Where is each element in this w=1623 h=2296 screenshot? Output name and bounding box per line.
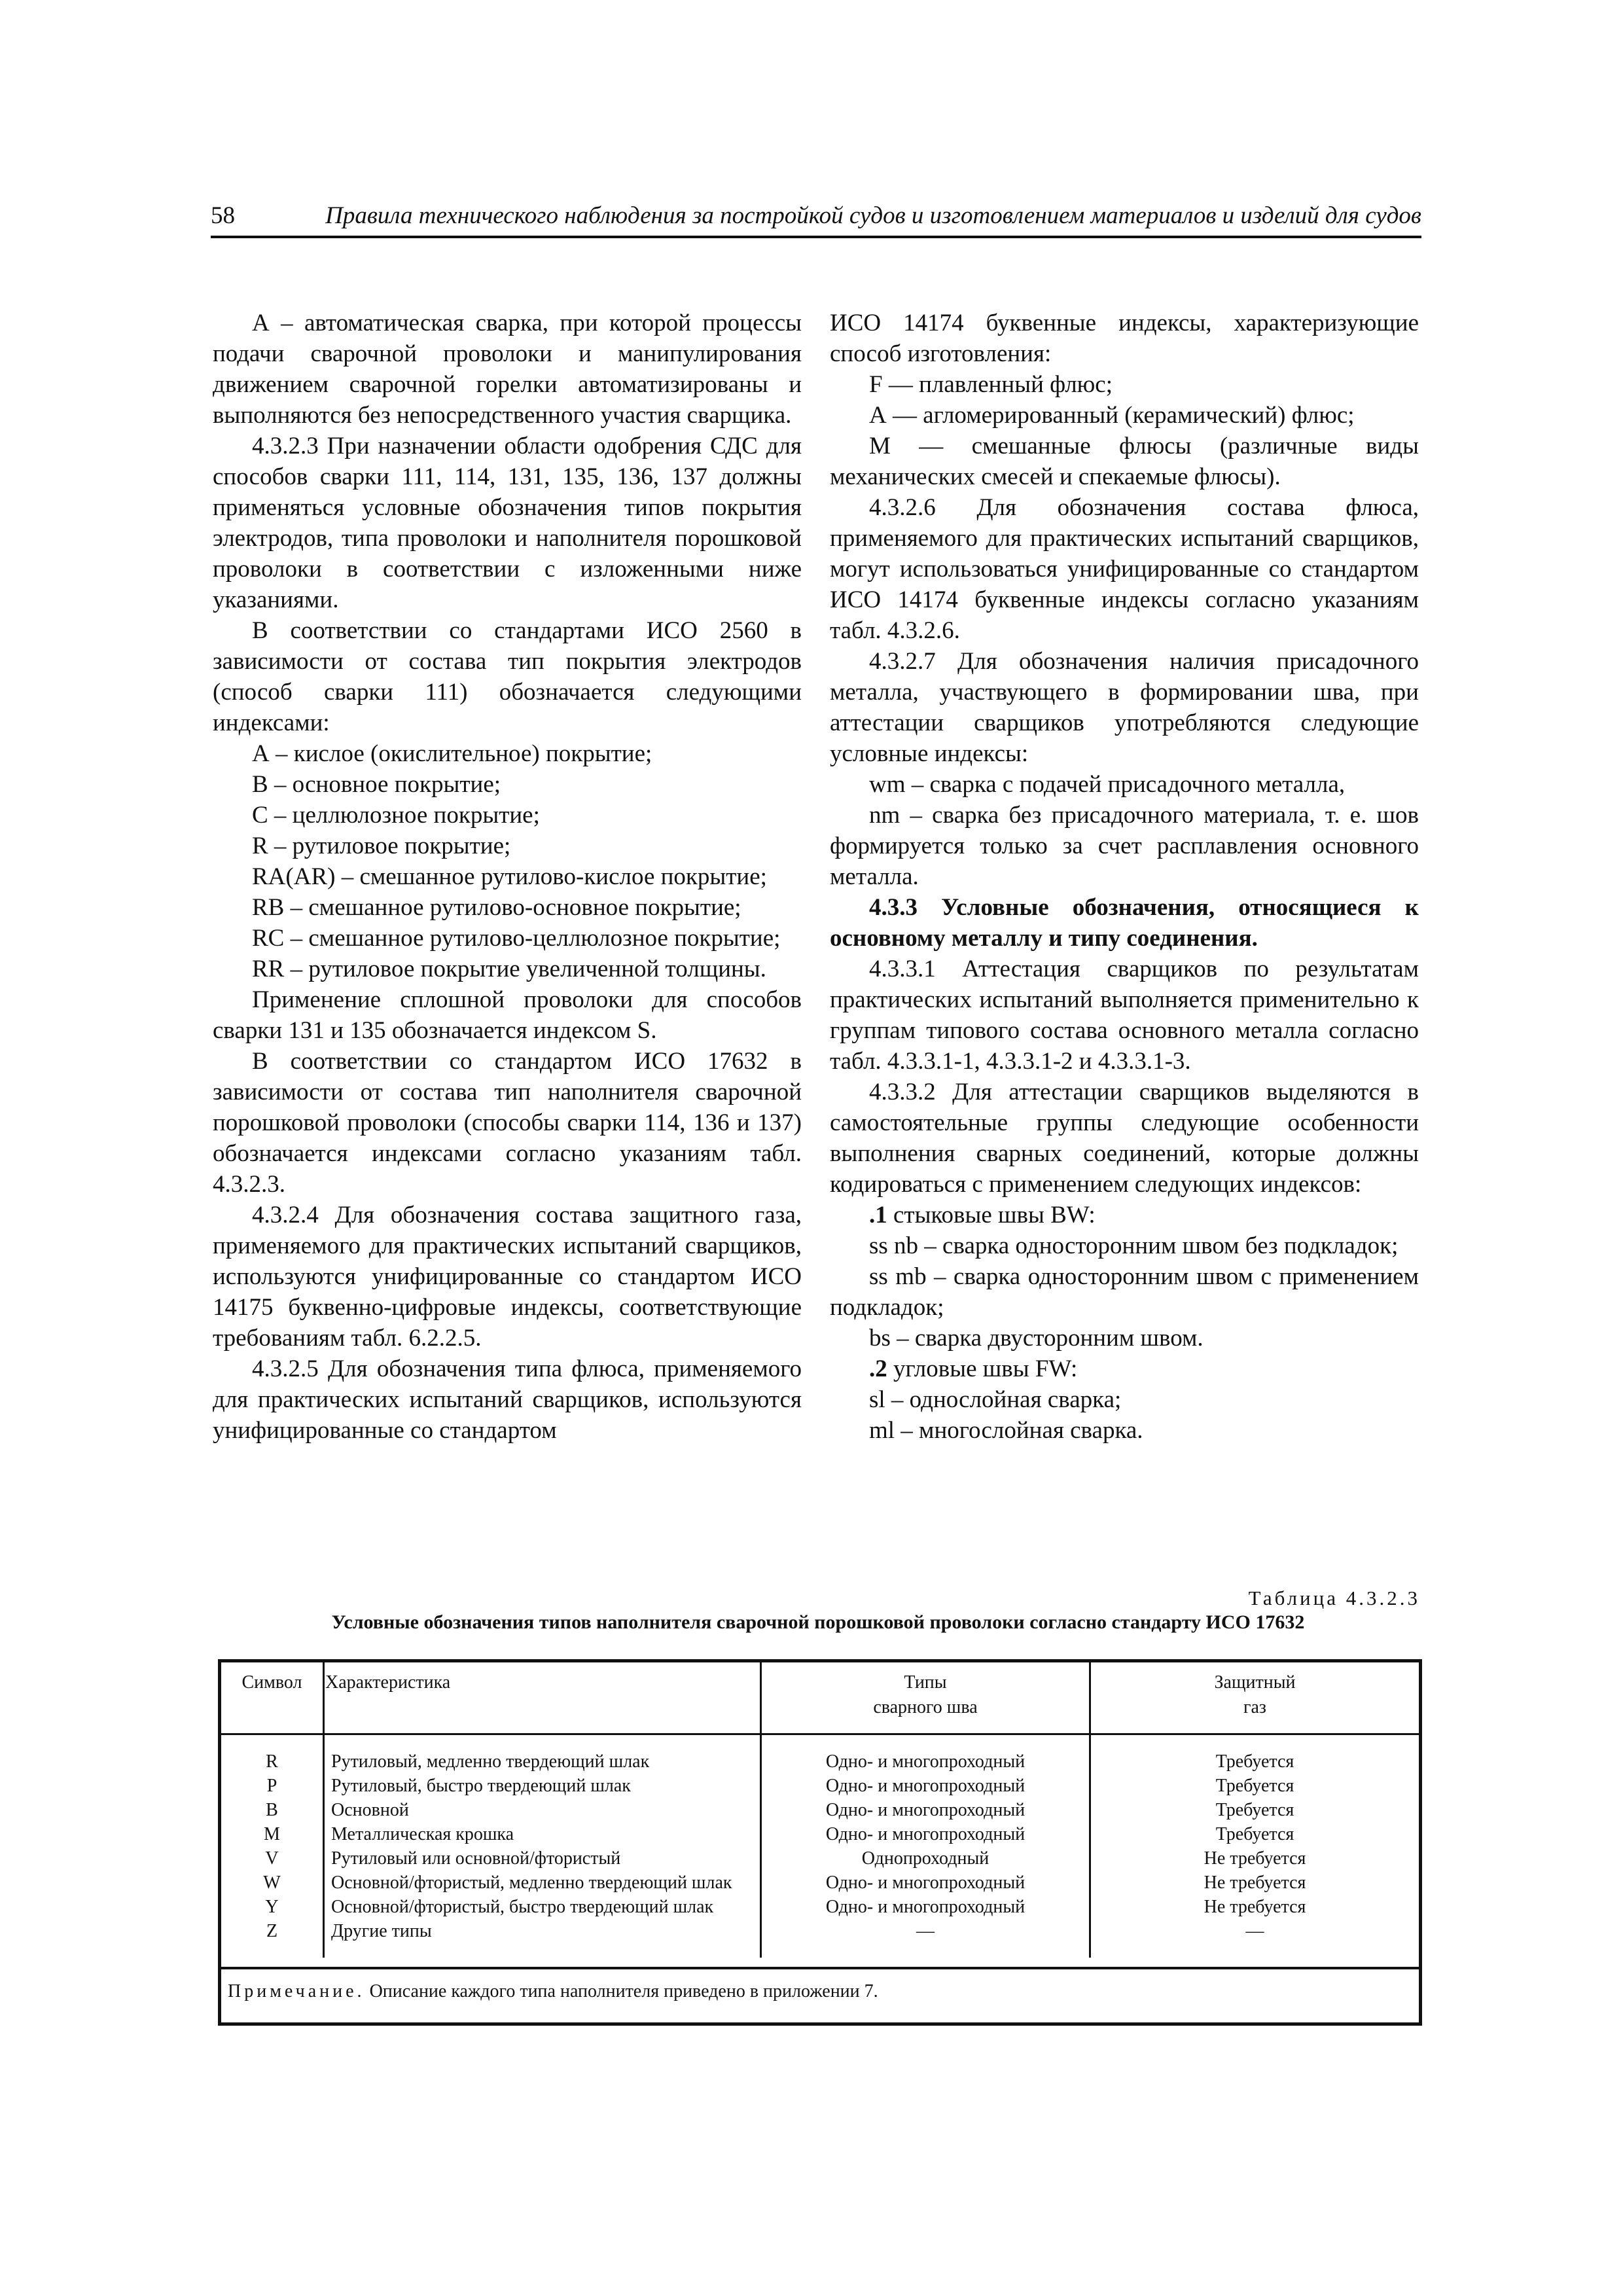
table-caption: Таблица 4.3.2.3 bbox=[1248, 1587, 1420, 1609]
column-header-characteristic: Характеристика bbox=[324, 1662, 761, 1734]
table-row bbox=[221, 1822, 1419, 1846]
clause-number: 4.3.3.2 bbox=[869, 1079, 936, 1105]
paragraph bbox=[213, 1200, 802, 1354]
paragraph bbox=[213, 615, 802, 738]
paragraph-text: Для обозначения состава защитного газа, применяемого для практических испытаний сварщиков, используются унифицированные со стандартом ИСО 14175 буквенно-цифровые индексы, соответствующие требованиям табл. 6.2.2.5. bbox=[213, 1202, 802, 1352]
cell-shielding-gas: Не требуется bbox=[1204, 1848, 1306, 1869]
list-item-text: М — смешанные флюсы (различные виды механических смесей и спекаемые флюсы). bbox=[830, 433, 1419, 490]
cell-weld-type: Одно- и многопроходный bbox=[761, 1774, 1090, 1798]
cell-weld-type: Однопроходный bbox=[761, 1846, 1090, 1871]
right-column bbox=[830, 308, 1419, 1446]
list-item-text: RA(AR) – смешанное рутилово-кислое покрытие; bbox=[252, 863, 767, 890]
list-item-text: RB – смешанное рутилово-основное покрытие; bbox=[252, 894, 741, 921]
list-item bbox=[830, 369, 1419, 400]
paragraph bbox=[830, 308, 1419, 369]
table-row bbox=[221, 1895, 1419, 1919]
list-item bbox=[213, 861, 802, 892]
list-item-text: R – рутиловое покрытие; bbox=[252, 833, 511, 859]
paragraph bbox=[213, 1354, 802, 1446]
clause-number: 4.3.2.7 bbox=[869, 648, 936, 675]
paragraph bbox=[213, 1046, 802, 1200]
section-heading-text: Условные обозначения, относящиеся к основному металлу и типу соединения. bbox=[830, 894, 1419, 952]
list-item-text: стыковые швы BW: bbox=[887, 1202, 1096, 1229]
cell-symbol: P bbox=[221, 1774, 324, 1798]
paragraph bbox=[830, 954, 1419, 1077]
paragraph bbox=[213, 431, 802, 615]
page-header bbox=[211, 196, 1421, 238]
paragraph bbox=[830, 1077, 1419, 1200]
cell-weld-type: Одно- и многопроходный bbox=[761, 1871, 1090, 1895]
list-item-text: ml – многослойная сварка. bbox=[869, 1417, 1143, 1444]
cell-characteristic: Основной/фтористый, быстро твердеющий шлак bbox=[324, 1895, 761, 1919]
paragraph-text: В соответствии со стандартом ИСО 17632 в зависимости от состава тип наполнителя сварочной порошковой проволоки (способы сварки 114, 136 и 137) обозначается индексами согласно указаниям табл. 4.3.2.3. bbox=[213, 1048, 802, 1198]
paragraph bbox=[830, 646, 1419, 769]
section-heading bbox=[830, 892, 1419, 954]
cell-shielding-gas: Требуется bbox=[1215, 1824, 1294, 1844]
list-item-text: RC – смешанное рутилово-целлюлозное покрытие; bbox=[252, 925, 781, 952]
list-item-text: В – основное покрытие; bbox=[252, 771, 501, 798]
cell-characteristic: Основной bbox=[324, 1798, 761, 1822]
table-row bbox=[221, 1919, 1419, 1958]
clause-number: 4.3.2.4 bbox=[252, 1202, 319, 1229]
filler-types-table bbox=[218, 1659, 1422, 2026]
cell-symbol: W bbox=[221, 1871, 324, 1895]
paragraph-text: ИСО 14174 буквенные индексы, характеризующие способ изготовления: bbox=[830, 310, 1419, 367]
cell-weld-type: Одно- и многопроходный bbox=[761, 1822, 1090, 1846]
list-item bbox=[213, 738, 802, 769]
cell-symbol: M bbox=[221, 1822, 324, 1846]
list-item bbox=[830, 800, 1419, 892]
list-item bbox=[830, 769, 1419, 800]
list-item bbox=[830, 1384, 1419, 1415]
list-item-text: F — плавленный флюс; bbox=[869, 371, 1113, 398]
list-item-text: sl – однослойная сварка; bbox=[869, 1386, 1122, 1413]
cell-characteristic: Рутиловый, медленно твердеющий шлак bbox=[324, 1734, 761, 1774]
page-number: 58 bbox=[211, 202, 235, 229]
note-label: Примечание. bbox=[228, 1981, 365, 2001]
cell-characteristic: Металлическая крошка bbox=[324, 1822, 761, 1846]
list-item bbox=[830, 1230, 1419, 1261]
cell-symbol: Y bbox=[221, 1895, 324, 1919]
table-row bbox=[221, 1871, 1419, 1895]
cell-weld-type: Одно- и многопроходный bbox=[761, 1798, 1090, 1822]
cell-shielding-gas: — bbox=[1245, 1921, 1264, 1941]
paragraph-text: При назначении области одобрения СДС для способов сварки 111, 114, 131, 135, 136, 137 должны применяться условные обозначения типов покрытия электродов, типа проволоки и наполнителя порошковой проволоки в соответствии с изложенными ниже указаниями. bbox=[213, 433, 802, 613]
column-header-weld-type: Типы сварного шва bbox=[761, 1662, 1090, 1734]
cell-symbol: V bbox=[221, 1846, 324, 1871]
list-item-text: А – кислое (окислительное) покрытие; bbox=[252, 740, 652, 767]
clause-number: 4.3.3 bbox=[869, 894, 918, 921]
cell-symbol: Z bbox=[221, 1919, 324, 1958]
clause-number: 4.3.2.6 bbox=[869, 494, 936, 521]
cell-symbol: R bbox=[221, 1734, 324, 1774]
list-item bbox=[213, 954, 802, 984]
cell-shielding-gas: Не требуется bbox=[1204, 1897, 1306, 1917]
list-item bbox=[830, 1354, 1419, 1384]
list-item bbox=[213, 892, 802, 923]
paragraph-text: В соответствии со стандартами ИСО 2560 в зависимости от состава тип покрытия электродов (способ сварки 111) обозначается следующими индексами: bbox=[213, 617, 802, 736]
cell-shielding-gas: Требуется bbox=[1215, 1751, 1294, 1772]
table-row bbox=[221, 1774, 1419, 1798]
list-item bbox=[213, 800, 802, 831]
clause-number: 4.3.3.1 bbox=[869, 956, 936, 982]
cell-weld-type: Одно- и многопроходный bbox=[761, 1895, 1090, 1919]
cell-shielding-gas: Требуется bbox=[1215, 1776, 1294, 1796]
cell-weld-type: — bbox=[761, 1919, 1090, 1958]
paragraph-text: А – автоматическая сварка, при которой процессы подачи сварочной проволоки и манипулирования движением сварочной горелки автоматизированы и выполняются без непосредственного участия сварщика. bbox=[213, 310, 802, 429]
list-item bbox=[213, 769, 802, 800]
list-item-text: bs – сварка двусторонним швом. bbox=[869, 1325, 1204, 1352]
cell-weld-type: Одно- и многопроходный bbox=[761, 1734, 1090, 1774]
list-item-text: угловые швы FW: bbox=[887, 1355, 1078, 1382]
paragraph-text: Аттестация сварщиков по результатам практических испытаний выполняется применительно к группам типового состава основного металла согласно табл. 4.3.3.1-1, 4.3.3.1-2 и 4.3.3.1-3. bbox=[830, 956, 1419, 1075]
running-title: Правила технического наблюдения за постройкой судов и изготовлением материалов и изделий для судов bbox=[325, 202, 1421, 229]
paragraph-text: Для обозначения наличия присадочного металла, участвующего в формировании шва, при аттестации сварщиков употребляются следующие условные индексы: bbox=[830, 648, 1419, 767]
paragraph-text: Для обозначения состава флюса, применяемого для практических испытаний сварщиков, могут использоваться унифицированные со стандартом ИСО 14174 буквенные индексы согласно указаниям табл. 4.3.2.6. bbox=[830, 494, 1419, 644]
cell-characteristic: Другие типы bbox=[324, 1919, 761, 1958]
paragraph-text: Применение сплошной проволоки для способов сварки 131 и 135 обозначается индексом S. bbox=[213, 986, 802, 1044]
paragraph bbox=[213, 984, 802, 1046]
table-header-row bbox=[221, 1662, 1419, 1734]
list-item bbox=[830, 431, 1419, 492]
table-row bbox=[221, 1798, 1419, 1822]
list-item bbox=[213, 923, 802, 954]
paragraph-text: Для обозначения типа флюса, применяемого для практических испытаний сварщиков, используются унифицированные со стандартом bbox=[213, 1355, 802, 1444]
cell-characteristic: Рутиловый, быстро твердеющий шлак bbox=[324, 1774, 761, 1798]
cell-shielding-gas: Не требуется bbox=[1204, 1873, 1306, 1893]
column-header-symbol: Символ bbox=[221, 1662, 324, 1734]
paragraph bbox=[830, 492, 1419, 646]
cell-characteristic: Рутиловый или основной/фтористый bbox=[324, 1846, 761, 1871]
clause-number: 4.3.2.3 bbox=[252, 433, 319, 459]
table-row bbox=[221, 1734, 1419, 1774]
list-item bbox=[830, 1200, 1419, 1230]
paragraph bbox=[213, 308, 802, 431]
list-item-text: ss mb – сварка односторонним швом с применением подкладок; bbox=[830, 1263, 1419, 1321]
table-note bbox=[221, 1967, 1419, 2022]
list-item-text: А — агломерированный (керамический) флюс; bbox=[869, 402, 1355, 429]
clause-number: .2 bbox=[869, 1355, 887, 1382]
list-item-text: wm – сварка с подачей присадочного металла, bbox=[869, 771, 1346, 798]
cell-characteristic: Основной/фтористый, медленно твердеющий шлак bbox=[324, 1871, 761, 1895]
left-column bbox=[213, 308, 802, 1446]
list-item bbox=[830, 1261, 1419, 1323]
note-text: Описание каждого типа наполнителя приведено в приложении 7. bbox=[365, 1981, 878, 2001]
list-item bbox=[830, 1323, 1419, 1354]
list-item bbox=[830, 1415, 1419, 1446]
column-header-shielding-gas: Защитный газ bbox=[1090, 1662, 1419, 1734]
table-title: Условные обозначения типов наполнителя сварочной порошковой проволоки согласно стандарту ИСО 17632 bbox=[331, 1611, 1305, 1633]
list-item-text: ss nb – сварка односторонним швом без подкладок; bbox=[869, 1232, 1399, 1259]
list-item bbox=[213, 831, 802, 861]
list-item-text: С – целлюлозное покрытие; bbox=[252, 802, 540, 829]
clause-number: .1 bbox=[869, 1202, 887, 1229]
list-item-text: RR – рутиловое покрытие увеличенной толщины. bbox=[252, 956, 766, 982]
cell-symbol: B bbox=[221, 1798, 324, 1822]
list-item bbox=[830, 400, 1419, 431]
list-item-text: nm – сварка без присадочного материала, т. е. шов формируется только за счет расплавления основного металла. bbox=[830, 802, 1419, 890]
paragraph-text: Для аттестации сварщиков выделяются в самостоятельные группы следующие особенности выполнения сварных соединений, которые должны кодироваться с применением следующих индексов: bbox=[830, 1079, 1419, 1198]
clause-number: 4.3.2.5 bbox=[252, 1355, 319, 1382]
cell-shielding-gas: Требуется bbox=[1215, 1800, 1294, 1820]
table-row bbox=[221, 1846, 1419, 1871]
